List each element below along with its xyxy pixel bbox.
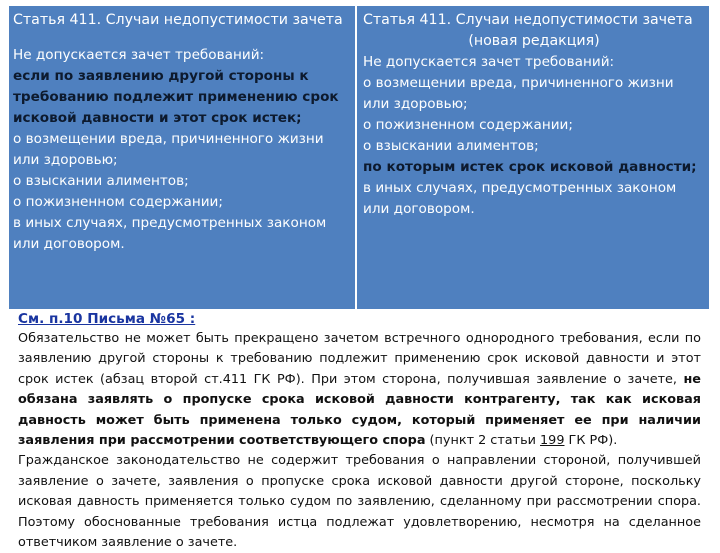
old-line: о взыскании алиментов; [13, 173, 189, 189]
new-version-title: Статья 411. Случаи недопустимости зачета [363, 12, 693, 28]
old-line: в иных случаях, предусмотренных законом [13, 215, 327, 231]
new-line: о пожизненном содержании; [363, 117, 573, 133]
new-line: в иных случаях, предусмотренных законом [363, 180, 677, 196]
new-line: или договором. [363, 201, 475, 217]
article-link[interactable]: 199 [540, 433, 565, 449]
paragraph-text: Обязательство не может быть прекращено зачетом встречного однородного требования, если по заявлению другой стороны к требованию подлежит применению срок исковой давности и этот срок истек (абзац второй ст.411 ГК РФ). При этом сторона, получившая заявление о зачете, [18, 331, 701, 387]
paragraph-bold-text: не обязана заявлять о пропуске срока исковой давности контрагенту, так как исковая давность может быть применена только судом, который применяет ее при наличии заявления при рассмотрении соответствующего спора [18, 371, 701, 449]
explanation-block [18, 309, 701, 553]
explanation-paragraph-1 [18, 329, 701, 451]
old-line: о пожизненном содержании; [13, 194, 223, 210]
old-line: требованию подлежит применению срок [13, 89, 339, 105]
letter-reference-link[interactable]: См. п.10 Письма №65 : [18, 311, 196, 327]
old-line: или договором. [13, 236, 125, 252]
new-version-column [357, 6, 709, 309]
old-line: или здоровью; [13, 152, 118, 168]
paragraph-text: ГК РФ). [564, 433, 618, 449]
old-line: если по заявлению другой стороны к [13, 68, 309, 84]
old-line: исковой давности и этот срок истек; [13, 110, 302, 126]
new-line: о возмещении вреда, причиненного жизни [363, 75, 674, 91]
old-line: Не допускается зачет требований: [13, 47, 265, 63]
old-version-title: Статья 411. Случаи недопустимости зачета [13, 12, 343, 28]
new-version-subtitle: (новая редакция) [468, 33, 600, 49]
comparison-table [9, 6, 709, 309]
explanation-paragraph-2: Гражданское законодательство не содержит требования о направлении стороной, получившей заявление о зачете, заявления о пропуске срока исковой давности другой стороне, поскольку исковая давность применяется только судом по заявлению, сделанному при рассмотрении спора. Поэтому обоснованные требования истца подлежат удовлетворению, несмотря на сделанное ответчиком заявление о зачете. [18, 453, 701, 551]
new-line: или здоровью; [363, 96, 468, 112]
new-line: по которым истек срок исковой давности; [363, 159, 697, 175]
old-line: о возмещении вреда, причиненного жизни [13, 131, 324, 147]
new-line: Не допускается зачет требований: [363, 54, 615, 70]
new-line: о взыскании алиментов; [363, 138, 539, 154]
old-version-column [9, 6, 357, 309]
paragraph-text: (пункт 2 статьи [425, 433, 541, 449]
